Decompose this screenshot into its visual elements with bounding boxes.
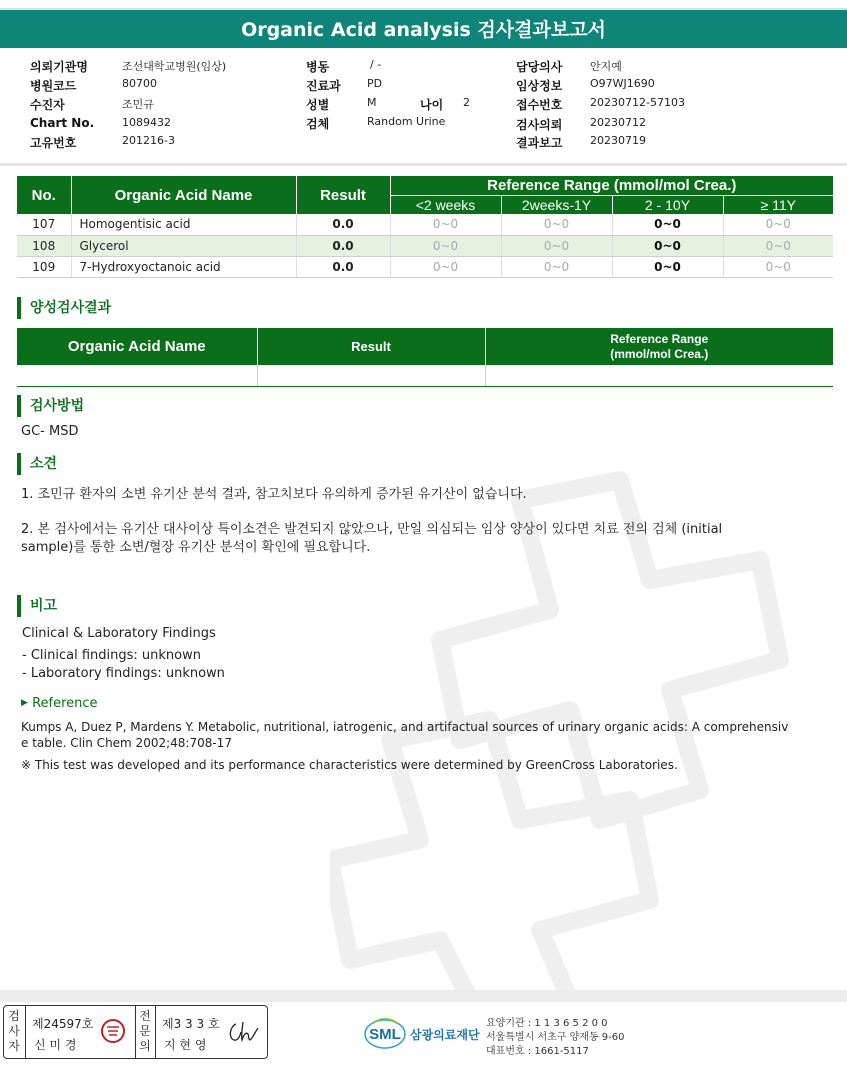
table-row (17, 365, 833, 386)
info-label: 임상정보 (516, 79, 563, 93)
org-info-line: 요양기관 : 1 1 3 6 5 2 0 0 (486, 1018, 608, 1029)
info-value: 80700 (122, 77, 157, 90)
info-value: 20230719 (590, 134, 646, 147)
seal-stamp-icon (100, 1018, 126, 1044)
positive-result-table (17, 328, 833, 387)
org-name: 삼광의료재단 (410, 1028, 480, 1042)
col-header-ref-range (485, 328, 833, 365)
info-label: Chart No. (30, 116, 95, 130)
reference-citation: e table. Clin Chem 2002;48:708-17 (21, 736, 232, 750)
examiner-name: 신 미 경 (34, 1038, 77, 1052)
findings-line: sample)를 통한 소변/혈장 유기산 분석이 확인에 필요합니다. (21, 540, 371, 555)
reference-heading (21, 696, 98, 711)
findings-line: 2. 본 검사에서는 유기산 대사이상 특이소견은 발견되지 않았으나, 만일 의심되는 임상 양상이 있다면 치료 전의 검체 (initial (21, 522, 723, 537)
cell-ref: 0~0 (390, 214, 501, 235)
triangle-icon: ▶ (21, 698, 28, 708)
examiner-license: 제24597호 (32, 1017, 94, 1031)
cell-ref: 0~0 (390, 235, 501, 256)
ref-range-line: Reference Range (610, 331, 709, 346)
method-text: GC- MSD (21, 424, 79, 439)
info-label: 검사의뢰 (516, 118, 563, 132)
cell-ref: 0~0 (501, 235, 612, 256)
table-row (17, 256, 833, 277)
info-value: 20230712-57103 (590, 96, 685, 109)
col-header-range: ≥ 11Y (723, 195, 833, 214)
info-value: 안지예 (590, 60, 622, 73)
cell-no: 107 (17, 214, 71, 235)
cell-no: 109 (17, 256, 71, 277)
info-label: 결과보고 (516, 136, 563, 150)
remarks-line: - Clinical findings: unknown (22, 648, 201, 663)
cell-no: 108 (17, 235, 71, 256)
divider (25, 1006, 26, 1058)
remarks-line: Clinical & Laboratory Findings (22, 626, 216, 641)
info-value: O97WJ1690 (590, 77, 655, 90)
reference-label: Reference (32, 696, 98, 711)
divider (0, 163, 847, 166)
specialist-label: 전문의 (139, 1009, 151, 1053)
col-header-no: No. (17, 176, 71, 214)
section-heading-remarks: 비고 (17, 595, 57, 617)
col-header-ref-range: Reference Range (mmol/mol Crea.) (390, 176, 833, 195)
remarks-line: - Laboratory findings: unknown (22, 666, 225, 681)
logo-mark: SML (369, 1026, 401, 1043)
section-heading-positive: 양성검사결과 (17, 297, 111, 319)
findings-line: 1. 조민규 환자의 소변 유기산 분석 결과, 참고치보다 유의하게 증가된 유기산이 없습니다. (21, 487, 527, 502)
cell-ref: 0~0 (612, 235, 723, 256)
cell-name: 7-Hydroxyoctanoic acid (71, 256, 296, 277)
info-label: 접수번호 (516, 98, 563, 112)
info-label: 의뢰기관명 (30, 60, 88, 74)
divider (155, 1006, 156, 1058)
section-heading-findings: 소견 (17, 453, 57, 475)
ref-range-unit: (mmol/mol Crea.) (610, 346, 709, 361)
cell-ref: 0~0 (501, 214, 612, 235)
cell-result: 0.0 (296, 235, 390, 256)
examiner-label: 검사자 (8, 1009, 20, 1053)
signature-icon (226, 1018, 262, 1046)
sml-logo-icon (363, 1013, 407, 1051)
info-value: / - (370, 58, 382, 71)
info-label: 병동 (306, 60, 330, 74)
specialist-license: 제3 3 3 호 (162, 1017, 220, 1031)
cell-name: Homogentisic acid (71, 214, 296, 235)
info-label: 병원코드 (30, 79, 77, 93)
info-label: 수진자 (30, 98, 65, 112)
info-value: 조선대학교병원(임상) (122, 60, 227, 73)
info-label: 성별 (306, 98, 330, 112)
signature-box (3, 1005, 268, 1059)
info-value: 2 (463, 96, 470, 109)
section-heading-method: 검사방법 (17, 395, 84, 417)
info-value: 20230712 (590, 116, 646, 129)
col-header-result: Result (257, 328, 485, 365)
org-info-line: 대표번호 : 1661-5117 (486, 1046, 589, 1057)
cell-ref: 0~0 (723, 235, 833, 256)
cell-ref: 0~0 (612, 214, 723, 235)
col-header-range: <2 weeks (390, 195, 501, 214)
result-table (17, 176, 833, 278)
specialist-name: 지 현 영 (164, 1038, 207, 1052)
col-header-result: Result (296, 176, 390, 214)
info-value: M (367, 96, 377, 109)
cell-result: 0.0 (296, 256, 390, 277)
cell-name: Glycerol (71, 235, 296, 256)
info-value: Random Urine (367, 115, 446, 128)
reference-citation: Kumps A, Duez P, Mardens Y. Metabolic, nutritional, iatrogenic, and artifactual sources of urinary organic acids: A comprehensiv (21, 720, 789, 734)
col-header-range: 2weeks-1Y (501, 195, 612, 214)
col-header-range: 2 - 10Y (612, 195, 723, 214)
info-label: 진료과 (306, 79, 341, 93)
info-label: 고유번호 (30, 136, 77, 150)
info-label: 담당의사 (516, 60, 563, 74)
cell-ref: 0~0 (723, 256, 833, 277)
info-value: 201216-3 (122, 134, 175, 147)
divider (0, 990, 847, 1002)
info-label: 검체 (306, 117, 330, 131)
disclaimer-note: ※ This test was developed and its performance characteristics were determined by GreenCross Laboratories. (21, 758, 678, 772)
report-title: Organic Acid analysis 검사결과보고서 (0, 8, 847, 48)
cell-ref: 0~0 (390, 256, 501, 277)
table-row (17, 235, 833, 256)
cell-ref: 0~0 (501, 256, 612, 277)
patient-info (0, 55, 847, 165)
cell-ref: 0~0 (723, 214, 833, 235)
info-value: 조민규 (122, 98, 154, 111)
col-header-name: Organic Acid Name (17, 328, 257, 365)
table-row (17, 214, 833, 235)
info-value: 1089432 (122, 116, 171, 129)
cell-ref: 0~0 (612, 256, 723, 277)
col-header-name: Organic Acid Name (71, 176, 296, 214)
divider (135, 1006, 136, 1058)
info-label: 나이 (420, 98, 444, 112)
info-value: PD (367, 77, 383, 90)
org-info-line: 서울특별시 서초구 양재동 9-60 (486, 1032, 625, 1043)
cell-result: 0.0 (296, 214, 390, 235)
